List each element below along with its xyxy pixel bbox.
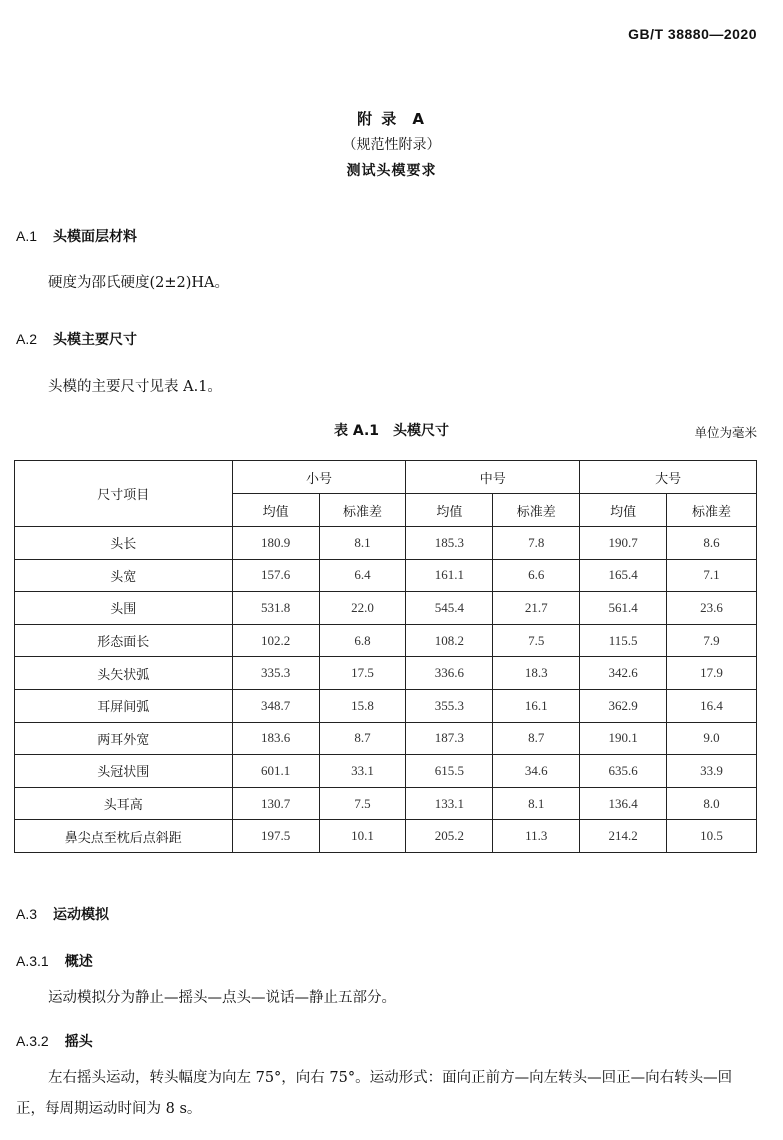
table-cell: 214.2	[580, 820, 667, 853]
table-cell: 635.6	[580, 755, 667, 788]
table-cell: 11.3	[493, 820, 580, 853]
section-title: 概述	[64, 954, 93, 970]
table-cell: 10.5	[667, 820, 757, 853]
annex-kind: （规范性附录）	[342, 137, 441, 153]
table-cell: 190.1	[580, 722, 667, 755]
header-mean: 均值	[406, 494, 493, 527]
section-number: A.2	[16, 331, 38, 347]
table-cell: 8.0	[667, 787, 757, 820]
table-cell: 6.6	[493, 559, 580, 592]
head-dimension-table	[14, 460, 757, 853]
table-cell: 8.7	[319, 722, 406, 755]
table-cell: 136.4	[580, 787, 667, 820]
table-cell: 10.1	[319, 820, 406, 853]
section-a1-text: 硬度为邵氏硬度(2±2)HA。	[48, 275, 230, 291]
row-item-label: 头冠状围	[15, 755, 233, 788]
table-cell: 18.3	[493, 657, 580, 690]
table-row	[15, 689, 757, 722]
row-item-label: 鼻尖点至枕后点斜距	[15, 820, 233, 853]
table-cell: 190.7	[580, 527, 667, 560]
table-cell: 33.9	[667, 755, 757, 788]
header-group-small: 小号	[232, 461, 406, 494]
table-row	[15, 559, 757, 592]
section-number: A.3.2	[16, 1033, 49, 1049]
header-mean: 均值	[580, 494, 667, 527]
section-title: 头模主要尺寸	[53, 332, 138, 348]
section-title: 摇头	[64, 1034, 93, 1050]
table-row	[15, 722, 757, 755]
header-mean: 均值	[232, 494, 319, 527]
section-a2-text: 头模的主要尺寸见表 A.1。	[48, 379, 222, 395]
table-unit: 单位为毫米	[694, 425, 757, 440]
table-cell: 336.6	[406, 657, 493, 690]
table-cell: 15.8	[319, 689, 406, 722]
section-number: A.3.1	[16, 953, 49, 969]
table-cell: 205.2	[406, 820, 493, 853]
table-cell: 102.2	[232, 624, 319, 657]
header-std: 标准差	[319, 494, 406, 527]
table-cell: 615.5	[406, 755, 493, 788]
table-cell: 21.7	[493, 592, 580, 625]
section-a1-heading	[16, 226, 137, 246]
header-std: 标准差	[493, 494, 580, 527]
table-row	[15, 527, 757, 560]
table-cell: 7.8	[493, 527, 580, 560]
table-cell: 108.2	[406, 624, 493, 657]
table-cell: 23.6	[667, 592, 757, 625]
table-row	[15, 624, 757, 657]
table-cell: 34.6	[493, 755, 580, 788]
table-cell: 7.9	[667, 624, 757, 657]
table-row	[15, 755, 757, 788]
row-item-label: 形态面长	[15, 624, 233, 657]
table-cell: 8.1	[493, 787, 580, 820]
standard-number: GB/T 38880—2020	[628, 26, 757, 42]
table-row	[15, 787, 757, 820]
section-number: A.3	[16, 906, 38, 922]
row-item-label: 耳屏间弧	[15, 689, 233, 722]
table-cell: 8.1	[319, 527, 406, 560]
header-group-large: 大号	[580, 461, 757, 494]
row-item-label: 头矢状弧	[15, 657, 233, 690]
table-cell: 8.6	[667, 527, 757, 560]
table-cell: 8.7	[493, 722, 580, 755]
table-row	[15, 820, 757, 853]
table-cell: 133.1	[406, 787, 493, 820]
section-title: 运动模拟	[53, 907, 110, 923]
table-cell: 17.5	[319, 657, 406, 690]
table-cell: 601.1	[232, 755, 319, 788]
section-title: 头模面层材料	[53, 229, 138, 245]
table-cell: 16.4	[667, 689, 757, 722]
table-cell: 33.1	[319, 755, 406, 788]
section-a31-heading	[16, 951, 93, 971]
table-cell: 187.3	[406, 722, 493, 755]
table-cell: 130.7	[232, 787, 319, 820]
table-cell: 115.5	[580, 624, 667, 657]
table-cell: 545.4	[406, 592, 493, 625]
table-cell: 22.0	[319, 592, 406, 625]
table-cell: 180.9	[232, 527, 319, 560]
row-item-label: 头耳高	[15, 787, 233, 820]
table-caption	[0, 420, 783, 440]
table-row	[15, 592, 757, 625]
table-cell: 342.6	[580, 657, 667, 690]
section-a31-text: 运动模拟分为静止—摇头—点头—说话—静止五部分。	[48, 990, 396, 1006]
table-cell: 335.3	[232, 657, 319, 690]
table-cell: 16.1	[493, 689, 580, 722]
annex-letter: A	[412, 110, 426, 128]
table-cell: 165.4	[580, 559, 667, 592]
table-cell: 561.4	[580, 592, 667, 625]
section-a32-text: 左右摇头运动，转头幅度为向左 75°，向右 75°。运动形式：面向正前方—向左转头—回正—向右转头—回正，每周期运动时间为 8 s。	[16, 1070, 733, 1117]
table-cell: 531.8	[232, 592, 319, 625]
table-cell: 183.6	[232, 722, 319, 755]
table-cell: 17.9	[667, 657, 757, 690]
section-a32-heading	[16, 1031, 93, 1051]
table-cell: 7.1	[667, 559, 757, 592]
annex-title	[0, 108, 783, 129]
header-std: 标准差	[667, 494, 757, 527]
table-cell: 348.7	[232, 689, 319, 722]
table-cell: 362.9	[580, 689, 667, 722]
header-item: 尺寸项目	[15, 461, 233, 527]
table-cell: 7.5	[493, 624, 580, 657]
annex-name: 测试头模要求	[346, 163, 437, 179]
row-item-label: 头长	[15, 527, 233, 560]
section-a2-heading	[16, 329, 137, 349]
table-cell: 9.0	[667, 722, 757, 755]
table-cell: 355.3	[406, 689, 493, 722]
header-group-medium: 中号	[406, 461, 580, 494]
table-cell: 185.3	[406, 527, 493, 560]
annex-title-label: 附 录	[357, 110, 399, 128]
table-cell: 197.5	[232, 820, 319, 853]
row-item-label: 头围	[15, 592, 233, 625]
table-cell: 7.5	[319, 787, 406, 820]
section-number: A.1	[16, 228, 38, 244]
table-row	[15, 657, 757, 690]
table-cell: 161.1	[406, 559, 493, 592]
row-item-label: 头宽	[15, 559, 233, 592]
table-caption-title: 头模尺寸	[393, 423, 450, 439]
table-cell: 6.8	[319, 624, 406, 657]
table-cell: 157.6	[232, 559, 319, 592]
section-a3-heading	[16, 904, 109, 924]
row-item-label: 两耳外宽	[15, 722, 233, 755]
table-cell: 6.4	[319, 559, 406, 592]
table-caption-number: 表 A.1	[333, 423, 380, 439]
